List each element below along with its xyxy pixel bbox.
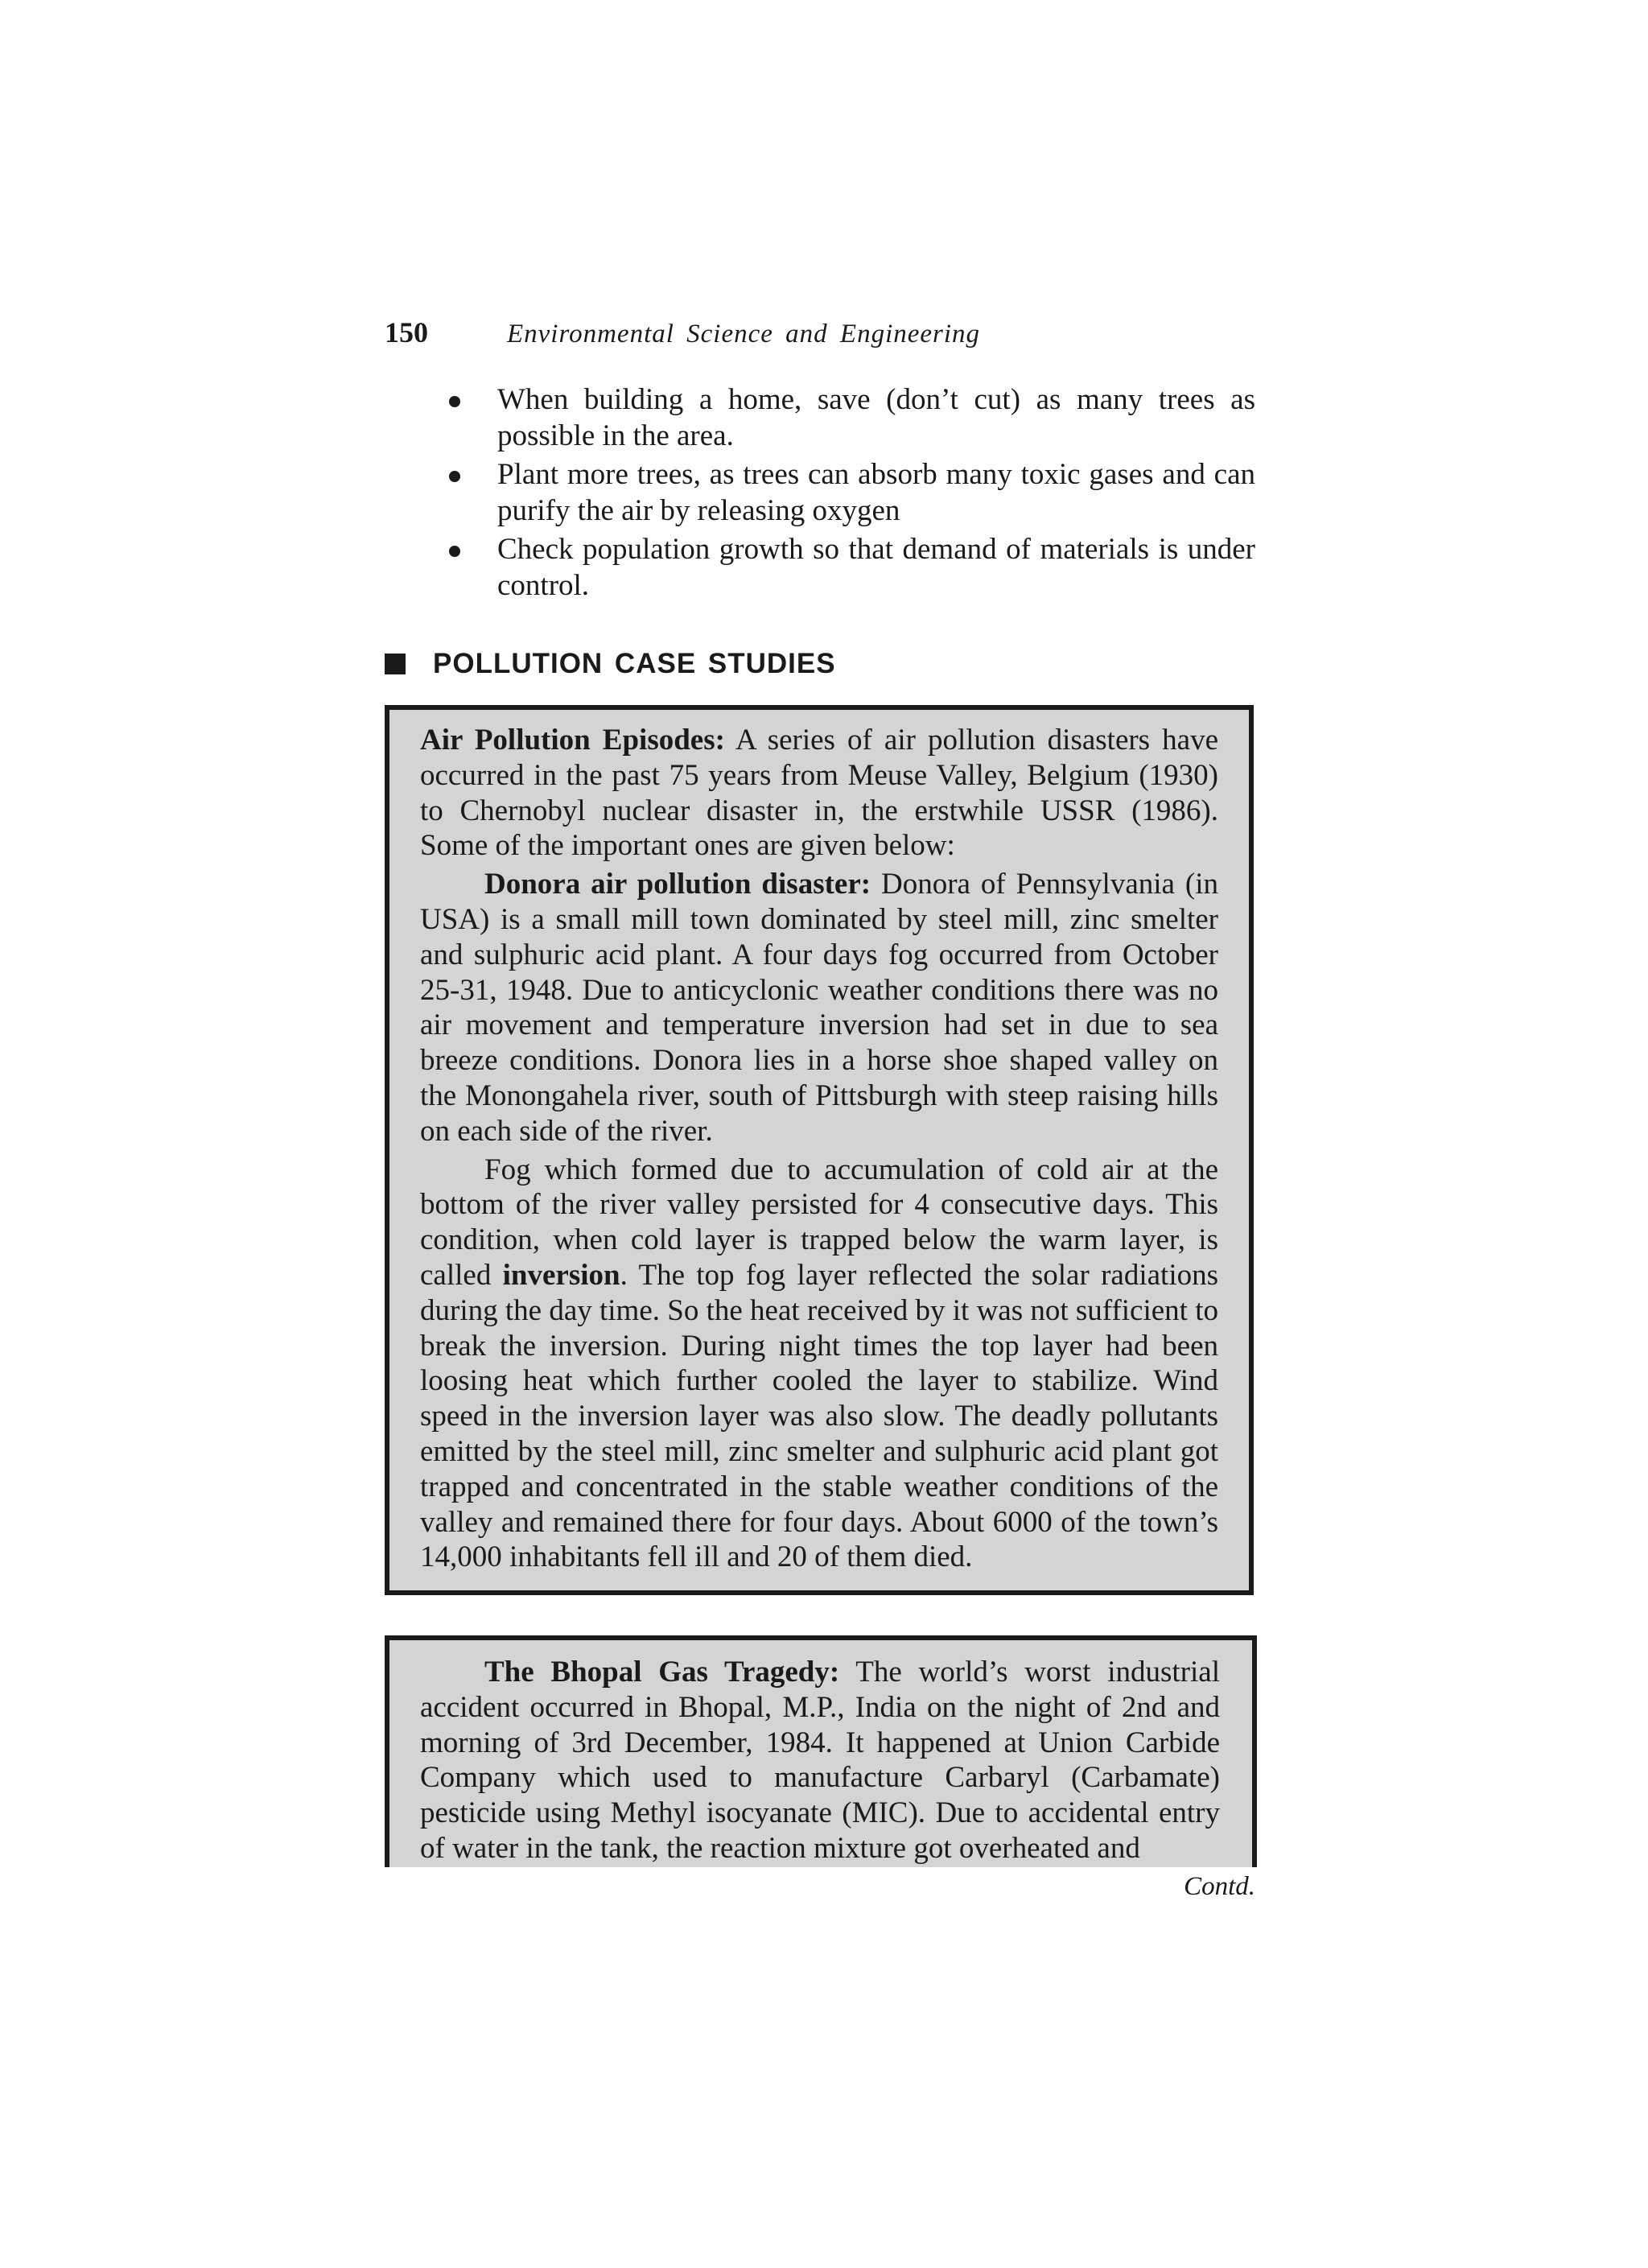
bullet-icon [449, 471, 460, 482]
paragraph-text: The world’s worst industrial accident occurred in Bhopal, M.P., India on the night of 2nd and morning of 3rd December, 1984. It happened at Union Carbide Company which used to manufacture Carbaryl (Carbamate) pesticide using Methyl isocyanate (MIC). Due to accidental entry of water in the tank, the reaction mixture got overheated and [420, 1656, 1220, 1865]
paragraph-donora-disaster [420, 867, 1218, 1148]
list-item-text: When building a home, save (don’t cut) as many trees as possible in the area. [497, 383, 1255, 452]
running-title: Environmental Science and Engineering [507, 320, 981, 348]
page-number: 150 [385, 316, 428, 348]
paragraph-text: Donora of Pennsylvania (in USA) is a small mill town dominated by steel mill, zinc smelter and sulphuric acid plant. A four days fog occurred from October 25-31, 1948. Due to anticyclonic weather conditions there was no air movement and temperature inversion had set in due to sea breeze conditions. Donora lies in a horse shoe shaped valley on the Monongahela river, south of Pittsburgh with steep raising hills on each side of the river. [420, 868, 1218, 1148]
case-study-box-bhopal [385, 1635, 1257, 1867]
list-item [441, 381, 1255, 454]
paragraph-fog-inversion [420, 1153, 1218, 1576]
section-title: POLLUTION CASE STUDIES [433, 648, 836, 679]
case-study-box-air-pollution [385, 705, 1254, 1595]
continued-label: Contd. [1184, 1872, 1255, 1901]
list-item-text: Plant more trees, as trees can absorb many toxic gases and can purify the air by releasing oxygen [497, 458, 1255, 527]
bullet-icon [449, 396, 460, 407]
paragraph-text: Fog which formed due to accumulation of cold air at the bottom of the river valley persisted for 4 consecutive days. This condition, when cold layer is trapped below the warm layer, is called [420, 1153, 1218, 1292]
running-head [385, 315, 1254, 356]
paragraph-text: A series of air pollution disasters have occurred in the past 75 years from Meuse Valley, Belgium (1930) to Chernobyl nuclear disaster in, the erstwhile USSR (1986). Some of the important ones are given below: [420, 724, 1218, 863]
list-item [441, 456, 1255, 529]
list-item-text: Check population growth so that demand of materials is under control. [497, 533, 1255, 602]
bullet-list [441, 381, 1255, 606]
list-item [441, 531, 1255, 604]
paragraph-lead: Air Pollution Episodes: [420, 724, 725, 757]
paragraph-air-pollution-episodes [420, 723, 1218, 864]
paragraph-lead: Donora air pollution disaster: [484, 868, 871, 901]
square-bullet-icon [385, 654, 406, 674]
bold-term: inversion [502, 1258, 620, 1292]
paragraph-lead: The Bhopal Gas Tragedy: [484, 1656, 840, 1689]
paragraph-bhopal-gas-tragedy [420, 1655, 1220, 1866]
bullet-icon [449, 546, 460, 557]
paragraph-text: . The top fog layer reflected the solar radiations during the day time. So the heat received by it was not sufficient to break the inversion. During night times the top layer had been loosing heat which further cooled the layer to stabilize. Wind speed in the inversion layer was also slow. The deadly pollutants emitted by the steel mill, zinc smelter and sulphuric acid plant got trapped and concentrated in the stable weather conditions of the valley and remained there for four days. About 6000 of the town’s 14,000 inhabitants fell ill and 20 of them died. [420, 1258, 1218, 1574]
section-heading [385, 644, 836, 684]
